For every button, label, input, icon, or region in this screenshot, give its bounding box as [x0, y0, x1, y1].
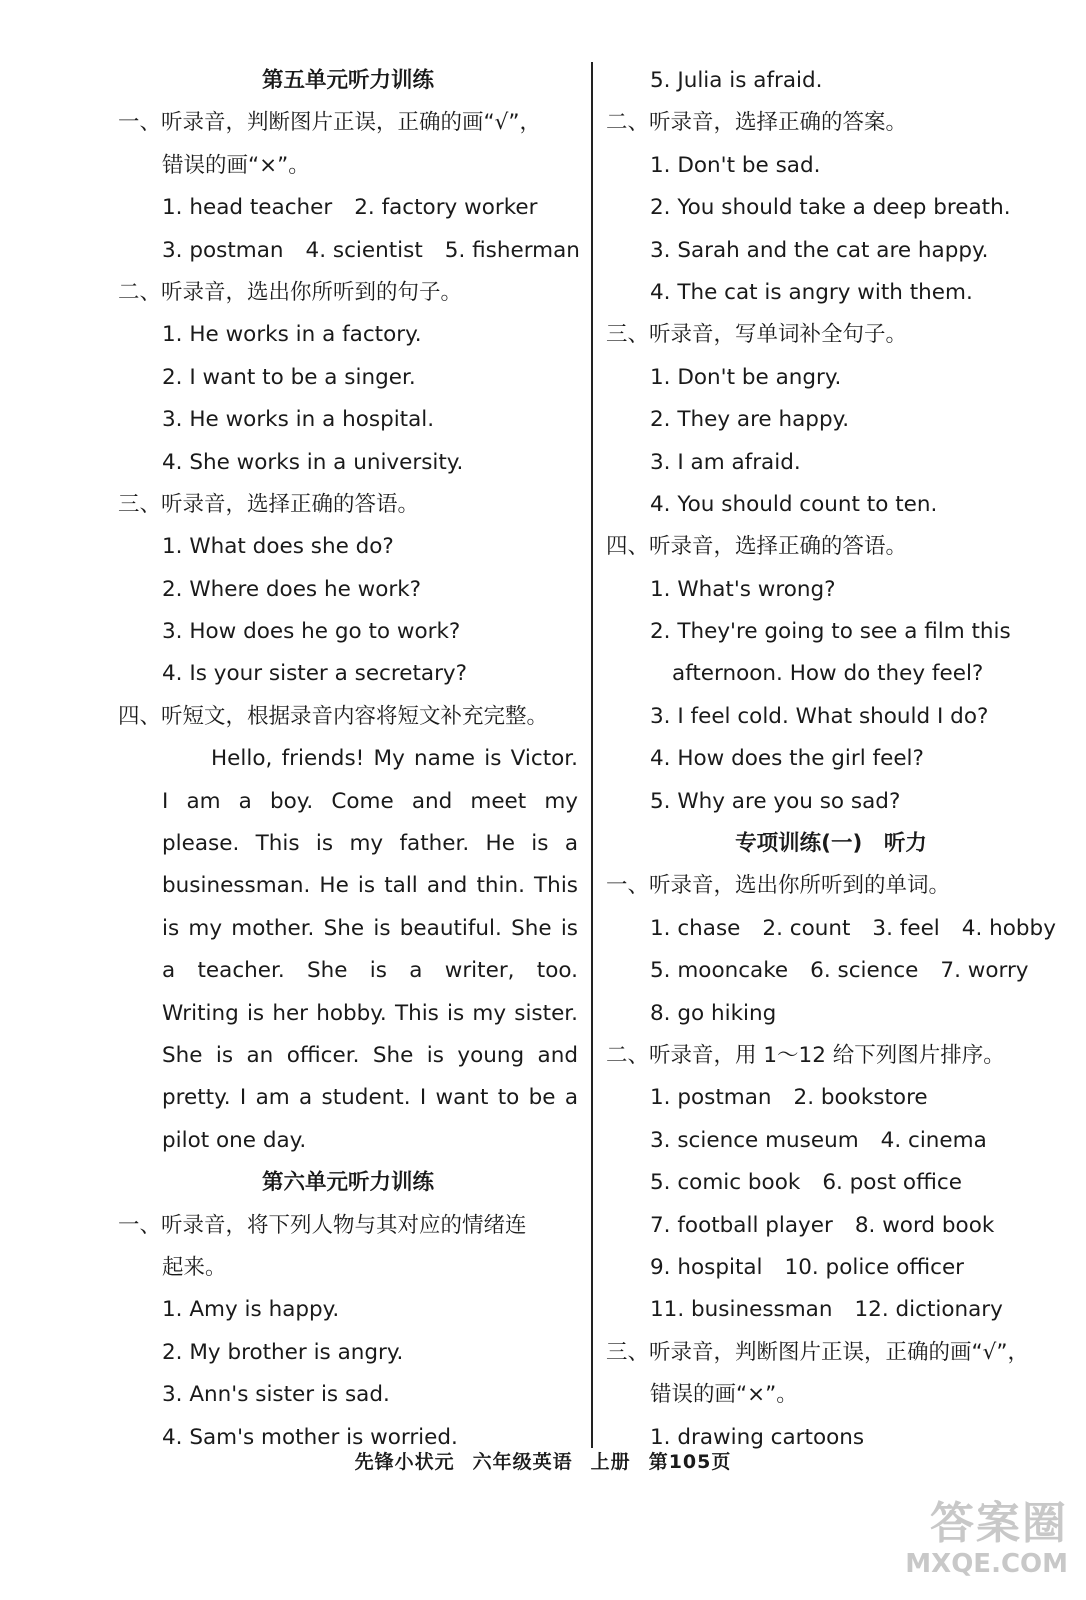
list-item: 4. Is your sister a secretary? — [162, 661, 468, 687]
word-item: 11. businessman — [650, 1297, 833, 1323]
passage-line: I am a boy. Come and meet my — [162, 788, 578, 814]
list-item: 1. What's wrong? — [650, 576, 836, 602]
list-item: 3. Sarah and the cat are happy. — [650, 237, 989, 263]
list-item: 3. I feel cold. What should I do? — [650, 703, 989, 729]
word-item: 4. hobby — [961, 915, 1056, 941]
list-item: 2. I want to be a singer. — [162, 364, 416, 390]
word-item: 7. worry — [940, 958, 1029, 984]
word-item: 6. science — [810, 958, 919, 984]
unit5-title: 第五单元听力训练 — [261, 68, 434, 93]
list-item: 4. Sam's mother is worried. — [162, 1424, 458, 1450]
list-item: 2. Where does he work? — [162, 576, 422, 602]
list-item: 1. Don't be sad. — [650, 152, 821, 178]
word-item: 1. postman — [650, 1085, 772, 1111]
word-item: 8. go hiking — [650, 1000, 777, 1026]
list-item — [606, 1162, 1056, 1204]
list-item: 3. He works in a hospital. — [162, 407, 435, 433]
list-item: 2. They're going to see a film this — [650, 619, 1011, 645]
section-heading-cont: 错误的画“×”。 — [162, 152, 310, 178]
special-training-title: 专项训练(一) 听力 — [735, 831, 927, 857]
list-item: 5. Why are you so sad? — [650, 788, 901, 814]
list-item: 1. Amy is happy. — [162, 1297, 340, 1323]
footer-volume: 上册 — [590, 1451, 631, 1473]
passage-line: pilot one day. — [162, 1127, 307, 1153]
section-heading: 二、听录音，选择正确的答案。 — [606, 110, 908, 136]
word-item: 1. chase — [650, 915, 741, 941]
footer-grade: 六年级英语 — [472, 1451, 573, 1473]
list-item: 1. What does she do? — [162, 534, 394, 560]
word-item: 3. science museum — [650, 1127, 859, 1153]
section-heading: 三、听录音，选择正确的答语。 — [118, 491, 420, 517]
passage-line: a teacher. She is a writer, too. — [162, 958, 578, 984]
list-item — [606, 1120, 1056, 1162]
list-item — [606, 1077, 1056, 1119]
passage-line: She is an officer. She is young and — [162, 1042, 578, 1068]
section-heading: 一、听录音，选出你所听到的单词。 — [606, 873, 951, 899]
word-item: 4. scientist — [305, 237, 423, 263]
column-divider — [591, 62, 593, 1448]
unit6-title: 第六单元听力训练 — [261, 1170, 434, 1196]
word-item: 9. hospital — [650, 1254, 763, 1280]
list-item: 4. The cat is angry with them. — [650, 279, 973, 305]
section-heading: 一、听录音，判断图片正误，正确的画“√”， — [118, 110, 541, 136]
word-item: 12. dictionary — [854, 1297, 1003, 1323]
section-heading-cont: 起来。 — [162, 1254, 227, 1280]
list-item: 1. drawing cartoons — [650, 1424, 865, 1450]
list-item — [606, 950, 1056, 992]
list-item: 2. You should take a deep breath. — [650, 195, 1011, 221]
word-item: 5. mooncake — [650, 958, 789, 984]
section-heading: 四、听短文，根据录音内容将短文补充完整。 — [118, 703, 549, 729]
section-heading-cont: 错误的画“×”。 — [650, 1382, 798, 1408]
left-column — [118, 60, 578, 1459]
page-footer — [0, 1447, 1086, 1474]
list-item: 4. You should count to ten. — [650, 491, 938, 517]
word-item: 2. factory worker — [354, 195, 538, 221]
footer-page: 第105页 — [648, 1451, 732, 1473]
list-item — [606, 1289, 1056, 1331]
word-item: 10. police officer — [784, 1254, 965, 1280]
section-heading: 三、听录音，判断图片正误，正确的画“√”， — [606, 1339, 1029, 1365]
list-item-cont: afternoon. How do they feel? — [672, 661, 984, 687]
list-item — [118, 187, 578, 229]
passage-line: is my mother. She is beautiful. She is — [162, 915, 578, 941]
right-column — [606, 60, 1056, 1459]
passage-line: pretty. I am a student. I want to be a — [162, 1085, 578, 1111]
passage-line: Hello, friends! My name is Victor. — [211, 746, 578, 772]
section-heading: 四、听录音，选择正确的答语。 — [606, 534, 908, 560]
list-item: 5. Julia is afraid. — [650, 68, 823, 93]
section-heading: 二、听录音，用 1～12 给下列图片排序。 — [606, 1042, 1005, 1068]
word-item: 3. feel — [872, 915, 940, 941]
word-item: 7. football player — [650, 1212, 833, 1238]
word-item: 3. postman — [162, 237, 284, 263]
word-item: 1. head teacher — [162, 195, 333, 221]
word-item: 4. cinema — [880, 1127, 987, 1153]
word-item: 5. fisherman — [444, 237, 580, 263]
list-item — [606, 1247, 1056, 1289]
list-item: 4. She works in a university. — [162, 449, 464, 475]
section-heading: 二、听录音，选出你所听到的句子。 — [118, 279, 463, 305]
list-item — [606, 1205, 1056, 1247]
list-item: 1. He works in a factory. — [162, 322, 422, 348]
watermark — [903, 1487, 1068, 1587]
word-item: 2. count — [762, 915, 851, 941]
passage-line: please. This is my father. He is a — [162, 831, 578, 857]
list-item: 3. Ann's sister is sad. — [162, 1382, 390, 1408]
word-item: 6. post office — [822, 1170, 962, 1196]
word-item: 5. comic book — [650, 1170, 801, 1196]
list-item: 3. I am afraid. — [650, 449, 801, 475]
watermark-logo: 答案圈 — [930, 1498, 1068, 1549]
list-item — [606, 993, 1056, 1035]
list-item — [118, 230, 578, 272]
passage-line: businessman. He is tall and thin. This — [162, 873, 578, 899]
list-item: 2. My brother is angry. — [162, 1339, 404, 1365]
word-item: 2. bookstore — [793, 1085, 928, 1111]
section-heading: 三、听录音，写单词补全句子。 — [606, 322, 908, 348]
word-item: 8. word book — [854, 1212, 995, 1238]
footer-brand: 先锋小状元 — [354, 1451, 455, 1473]
section-heading: 一、听录音，将下列人物与其对应的情绪连 — [118, 1212, 527, 1238]
passage-line: Writing is her hobby. This is my sister. — [162, 1000, 578, 1026]
watermark-url: MXQE.COM — [905, 1549, 1068, 1579]
list-item: 2. They are happy. — [650, 407, 850, 433]
list-item — [606, 908, 1056, 950]
list-item: 1. Don't be angry. — [650, 364, 842, 390]
list-item: 3. How does he go to work? — [162, 619, 461, 645]
list-item: 4. How does the girl feel? — [650, 746, 924, 772]
